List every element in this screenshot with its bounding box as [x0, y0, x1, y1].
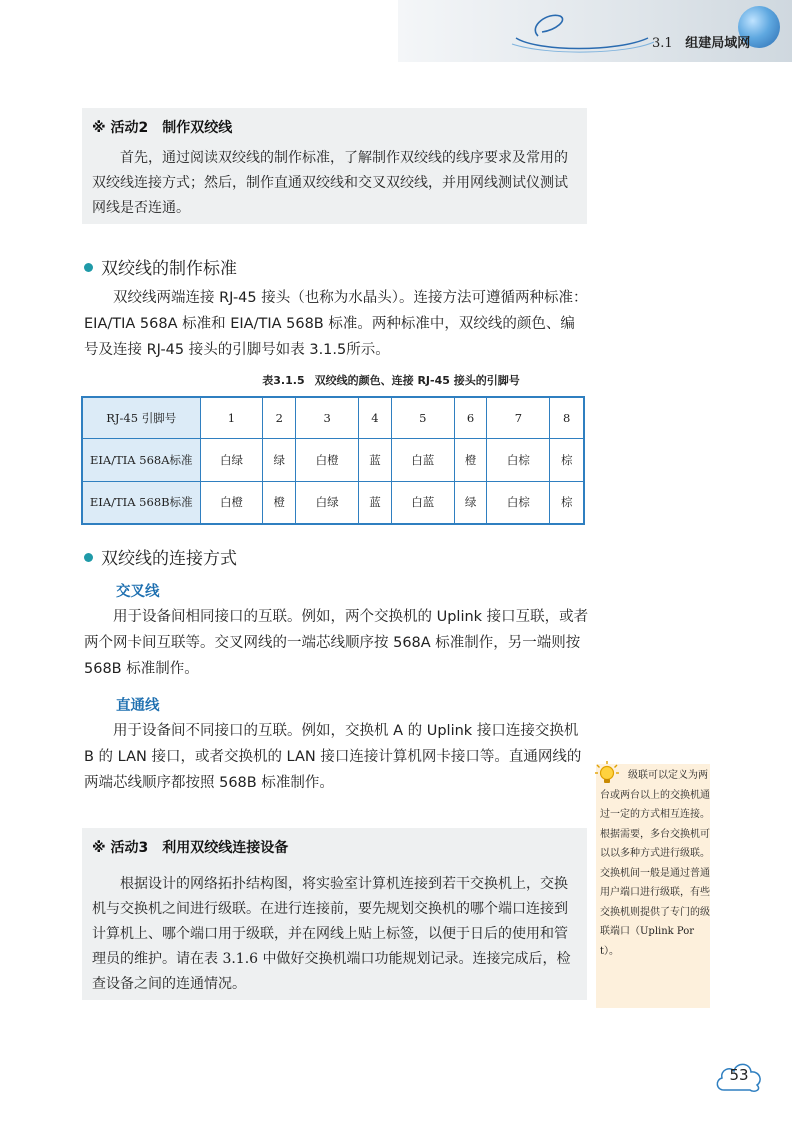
table-cell: 白绿 — [296, 481, 359, 524]
activity-3-body: 根据设计的网络拓扑结构图，将实验室计算机连接到若干交换机上，交换机与交换机之间进行级联。在进行连接前，要先规划交换机的哪个端口连接到计算机上、哪个端口用于级联，并在网线上贴上标签，以便于日后的使用和管理员的维护。请在表 3.1.6 中做好交换机端口功能规划记录。连接完成后，检查设备之间的连通情况。 — [92, 876, 571, 992]
table-cell: 8 — [550, 397, 584, 438]
section-heading-text: 双绞线的制作标准 — [101, 259, 237, 279]
activity-2-body: 首先，通过阅读双绞线的制作标准，了解制作双绞线的线序要求及常用的双绞线连接方式；然后，制作直通双绞线和交叉双绞线，并用网线测试仪测试网线是否连通。 — [92, 150, 568, 216]
section-number: 3.1 — [652, 36, 673, 51]
table-row-label: EIA/TIA 568B标准 — [82, 481, 200, 524]
table-cell: 1 — [200, 397, 263, 438]
table-cell: 6 — [454, 397, 487, 438]
table-cell: 白绿 — [200, 438, 263, 481]
table-cell: 棕 — [550, 481, 584, 524]
table-cell: 白橙 — [296, 438, 359, 481]
table-row — [82, 481, 584, 524]
section-heading-connections — [84, 544, 237, 569]
tip-text: 级联可以定义为两台或两台以上的交换机通过一定的方式相互连接。根据需要，多台交换机可以以多种方式进行级联。交换机间一般是通过普通用户端口进行级联，有些交换机则提供了专门的级联端口（Uplink Port）。 — [600, 770, 710, 957]
straight-paragraph: 用于设备间不同接口的互联。例如，交换机 A 的 Uplink 接口连接交换机 B 的 LAN 接口，或者交换机的 LAN 接口连接计算机网卡接口等。直通网线的两端芯线顺序都按照 568B 标准制作。 — [84, 723, 582, 791]
standards-paragraph: 双绞线两端连接 RJ-45 接头（也称为水晶头）。连接方法可遵循两种标准：EIA/TIA 568A 标准和 EIA/TIA 568B 标准。两种标准中，双绞线的颜色、编号及连接 RJ-45 接头的引脚号如表 3.1.5所示。 — [84, 290, 588, 358]
bullet-icon — [84, 553, 93, 562]
table-caption — [0, 372, 792, 388]
table-cell: 绿 — [263, 438, 296, 481]
crossover-heading: 交叉线 — [116, 583, 160, 600]
table-cell: 白橙 — [200, 481, 263, 524]
table-cell: 蓝 — [359, 481, 392, 524]
table-cell: 白棕 — [487, 438, 550, 481]
table-cell: 绿 — [454, 481, 487, 524]
swoosh-logo-icon — [508, 8, 658, 56]
crossover-paragraph: 用于设备间相同接口的互联。例如，两个交换机的 Uplink 接口互联，或者两个网卡间互联等。交叉网线的一端芯线顺序按 568A 标准制作，另一端则按 568B 标准制作。 — [84, 609, 589, 677]
section-title: 组建局域网 — [685, 36, 751, 51]
table-cell: 4 — [359, 397, 392, 438]
activity-2-title: ※ 活动2 制作双绞线 — [92, 120, 233, 136]
table-row-label: EIA/TIA 568A标准 — [82, 438, 200, 481]
table-cell: 棕 — [550, 438, 584, 481]
table-cell: 5 — [391, 397, 454, 438]
bullet-icon — [84, 263, 93, 272]
table-row — [82, 438, 584, 481]
table-cell: 橙 — [263, 481, 296, 524]
pin-table — [81, 396, 585, 525]
running-header — [652, 32, 750, 51]
activity-3-box — [82, 828, 587, 1000]
table-cell: 橙 — [454, 438, 487, 481]
straight-heading: 直通线 — [116, 697, 160, 714]
table-cell: 2 — [263, 397, 296, 438]
table-cell: 白蓝 — [391, 438, 454, 481]
table-caption-number: 表3.1.5 — [262, 374, 305, 387]
table-caption-title: 双绞线的颜色、连接 RJ-45 接头的引脚号 — [314, 374, 520, 387]
table-cell: 白蓝 — [391, 481, 454, 524]
section-heading-text: 双绞线的连接方式 — [101, 549, 237, 569]
table-cell: 蓝 — [359, 438, 392, 481]
table-cell: 白棕 — [487, 481, 550, 524]
table-row-label: RJ-45 引脚号 — [82, 397, 200, 438]
activity-3-title: ※ 活动3 利用双绞线连接设备 — [92, 840, 289, 856]
section-heading-standards — [84, 254, 237, 279]
page-number: 53 — [729, 1066, 749, 1084]
activity-2-box — [82, 108, 587, 224]
table-cell: 7 — [487, 397, 550, 438]
table-cell: 3 — [296, 397, 359, 438]
table-row — [82, 397, 584, 438]
